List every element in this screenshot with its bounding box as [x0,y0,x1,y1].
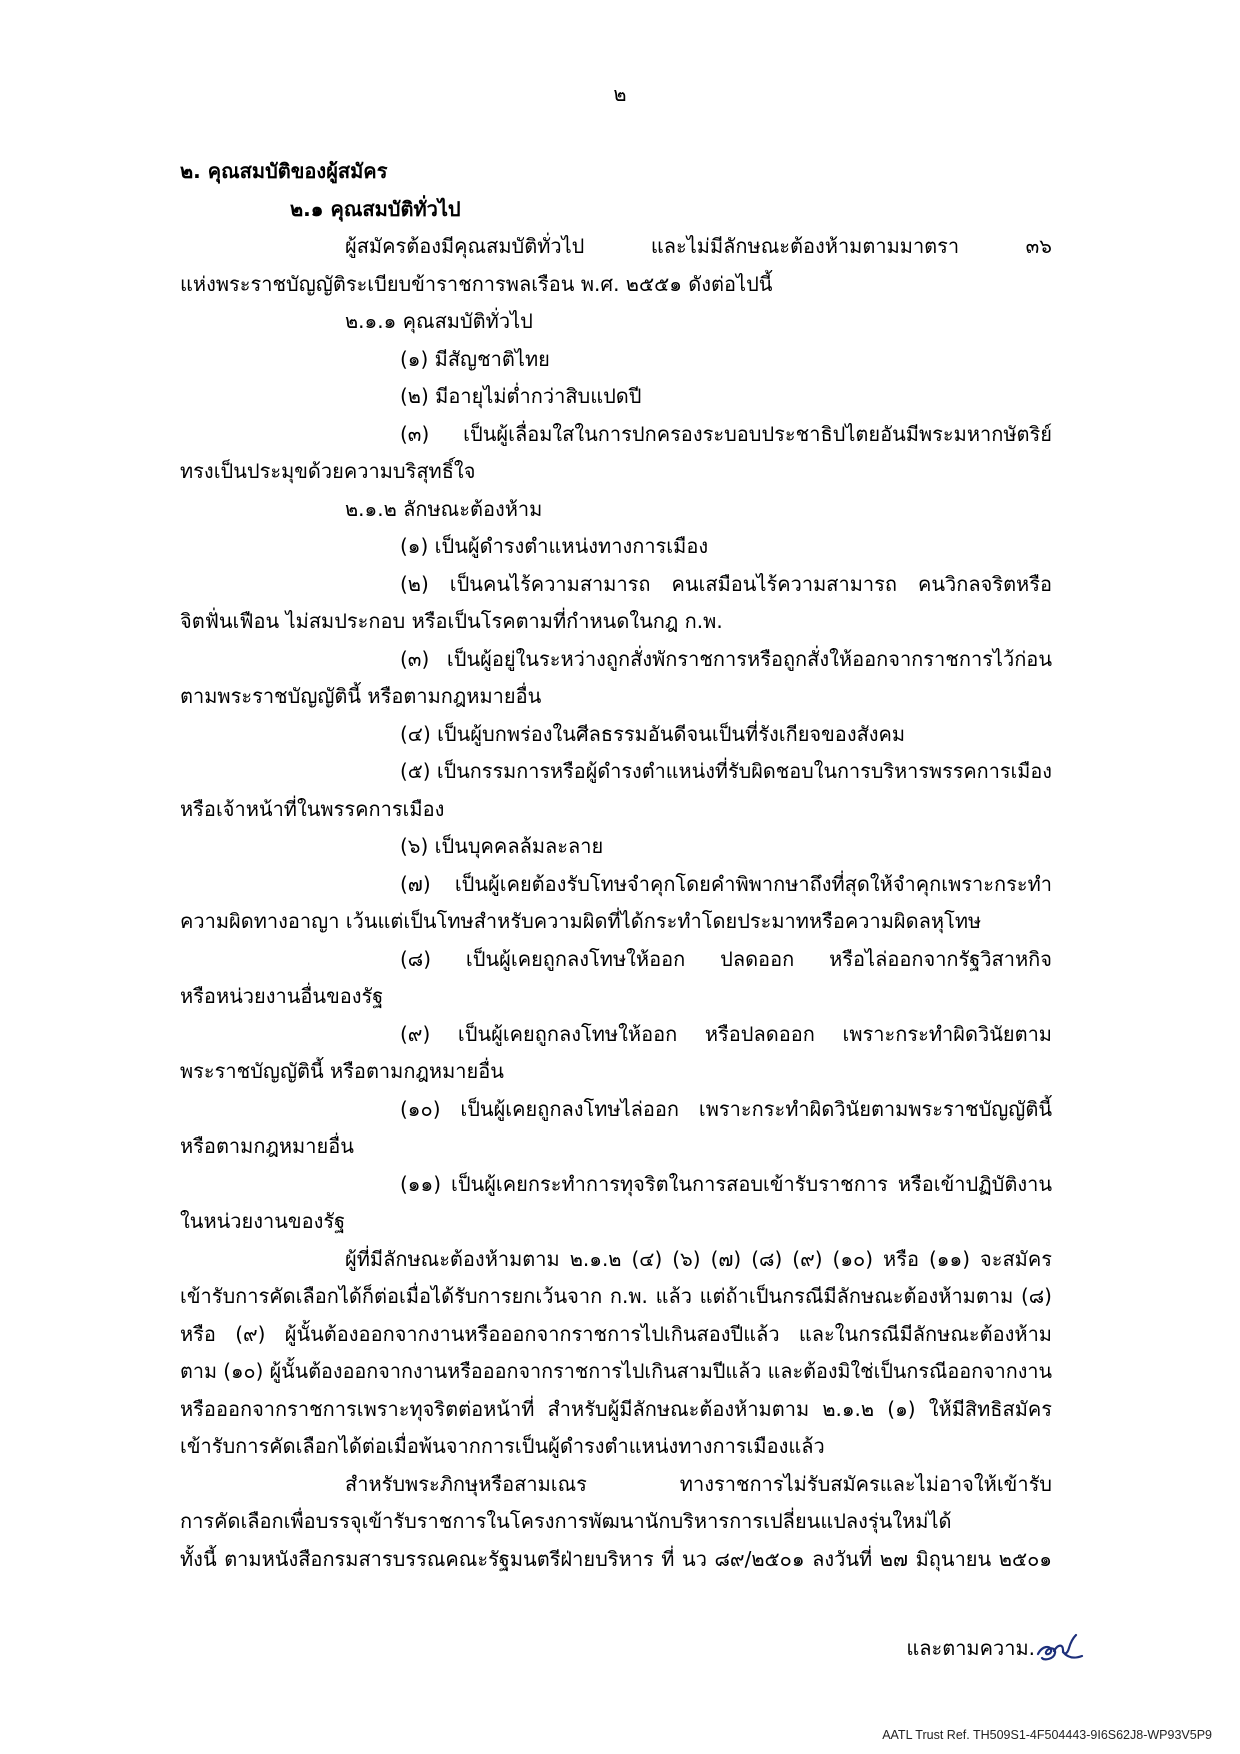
general-item-2: (๒) มีอายุไม่ต่ำกว่าสิบแปดปี [400,384,642,408]
prohibited-item-1: (๑) เป็นผู้ดำรงตำแหน่งทางการเมือง [400,534,709,558]
prohibited-item-2-cont: จิตฟั่นเฟือน ไม่สมประกอบ หรือเป็นโรคตามที่กำหนดในกฎ ก.พ. [180,609,723,633]
handwritten-initials [1036,1628,1084,1666]
prohibited-item-3-cont: ตามพระราชบัญญัตินี้ หรือตามกฎหมายอื่น [180,684,542,708]
exemption-line-5: หรือออกจากราชการเพราะทุจริตต่อหน้าที่ สำหรับผู้มีลักษณะต้องห้ามตาม ๒.๑.๒ (๑) ให้มีสิทธิสมัคร [180,1396,1052,1421]
prohibited-item-11-cont: ในหน่วยงานของรัฐ [180,1209,346,1233]
prohibited-item-3: (๓) เป็นผู้อยู่ในระหว่างถูกสั่งพักราชการหรือถูกสั่งให้ออกจากราชการไว้ก่อน [400,646,1052,671]
qualifications-section [180,153,1052,1578]
prohibited-item-11: (๑๑) เป็นผู้เคยกระทำการทุจริตในการสอบเข้ารับราชการ หรือเข้าปฏิบัติงาน [400,1171,1052,1196]
prohibited-item-5-cont: หรือเจ้าหน้าที่ในพรรคการเมือง [180,796,445,821]
general-item-3: (๓) เป็นผู้เลื่อมใสในการปกครองระบอบประชาธิปไตยอันมีพระมหากษัตริย์ [400,421,1052,446]
trust-reference: AATL Trust Ref. TH509S1-4F504443-9I6S62J8-WP93V5P9 [882,1728,1212,1742]
prohibited-item-2: (๒) เป็นคนไร้ความสามารถ คนเสมือนไร้ความสามารถ คนวิกลจริตหรือ [400,571,1052,596]
prohibited-item-10-cont: หรือตามกฎหมายอื่น [180,1134,354,1158]
exemption-line-6: เข้ารับการคัดเลือกได้ต่อเมื่อพ้นจากการเป็นผู้ดำรงตำแหน่งทางการเมืองแล้ว [180,1434,825,1458]
continuation-text: และตามความ. [906,1636,1035,1660]
exemption-line-4: ตาม (๑๐) ผู้นั้นต้องออกจากงานหรือออกจากราชการไปเกินสามปีแล้ว และต้องมิใช่เป็นกรณีออกจากงาน [180,1359,1052,1383]
initials-stroke [1038,1635,1082,1659]
prohibited-item-7-cont: ความผิดทางอาญา เว้นแต่เป็นโทษสำหรับความผิดที่ได้กระทำโดยประมาทหรือความผิดลหุโทษ [180,909,982,933]
prohibited-item-8: (๘) เป็นผู้เคยถูกลงโทษให้ออก ปลดออก หรือไล่ออกจากรัฐวิสาหกิจ [400,946,1052,971]
intro-line-2: แห่งพระราชบัญญัติระเบียบข้าราชการพลเรือน พ.ศ. ๒๕๕๑ ดังต่อไปนี้ [180,271,773,296]
intro-line-1: ผู้สมัครต้องมีคุณสมบัติทั่วไป และไม่มีลักษณะต้องห้ามตามมาตรา ๓๖ [345,234,1052,258]
section-heading: ๒. คุณสมบัติของผู้สมัคร [180,159,388,183]
general-item-3-cont: ทรงเป็นประมุขด้วยความบริสุทธิ์ใจ [180,459,476,483]
prohibited-title: ๒.๑.๒ ลักษณะต้องห้าม [345,496,543,521]
exemption-line-2: เข้ารับการคัดเลือกได้ก็ต่อเมื่อได้รับการยกเว้นจาก ก.พ. แล้ว แต่ถ้าเป็นกรณีมีลักษณะต้องห้ามตาม (๘) [180,1284,1052,1308]
monks-line-3: ทั้งนี้ ตามหนังสือกรมสารบรรณคณะรัฐมนตรีฝ่ายบริหาร ที่ นว ๘๙/๒๕๐๑ ลงวันที่ ๒๗ มิถุนายน ๒๕๐๑ [180,1546,1052,1571]
monks-line-1: สำหรับพระภิกษุหรือสามเณร ทางราชการไม่รับสมัครและไม่อาจให้เข้ารับ [345,1471,1052,1496]
prohibited-item-5: (๕) เป็นกรรมการหรือผู้ดำรงตำแหน่งที่รับผิดชอบในการบริหารพรรคการเมือง [400,759,1052,783]
prohibited-item-7: (๗) เป็นผู้เคยต้องรับโทษจำคุกโดยคำพิพากษาถึงที่สุดให้จำคุกเพราะกระทำ [400,871,1052,896]
exemption-line-3: หรือ (๙) ผู้นั้นต้องออกจากงานหรือออกจากราชการไปเกินสองปีแล้ว และในกรณีมีลักษณะต้องห้าม [180,1321,1052,1346]
general-item-1: (๑) มีสัญชาติไทย [400,346,550,371]
prohibited-item-10: (๑๐) เป็นผู้เคยถูกลงโทษไล่ออก เพราะกระทำผิดวินัยตามพระราชบัญญัตินี้ [400,1096,1052,1121]
prohibited-item-6: (๖) เป็นบุคคลล้มละลาย [400,834,604,858]
subsection-heading: ๒.๑ คุณสมบัติทั่วไป [290,196,461,221]
page-number: ๒ [613,82,627,106]
general-qualifications-title: ๒.๑.๑ คุณสมบัติทั่วไป [345,309,533,333]
prohibited-item-8-cont: หรือหน่วยงานอื่นของรัฐ [180,984,384,1008]
prohibited-item-9-cont: พระราชบัญญัตินี้ หรือตามกฎหมายอื่น [180,1059,504,1083]
prohibited-item-4: (๔) เป็นผู้บกพร่องในศีลธรรมอันดีจนเป็นที่รังเกียจของสังคม [400,721,906,746]
monks-line-2: การคัดเลือกเพื่อบรรจุเข้ารับราชการในโครงการพัฒนานักบริหารการเปลี่ยนแปลงรุ่นใหม่ได้ [180,1509,952,1533]
exemption-line-1: ผู้ที่มีลักษณะต้องห้ามตาม ๒.๑.๒ (๔) (๖) (๗) (๘) (๙) (๑๐) หรือ (๑๑) จะสมัคร [345,1246,1052,1271]
prohibited-item-9: (๙) เป็นผู้เคยถูกลงโทษให้ออก หรือปลดออก เพราะกระทำผิดวินัยตาม [400,1021,1052,1046]
